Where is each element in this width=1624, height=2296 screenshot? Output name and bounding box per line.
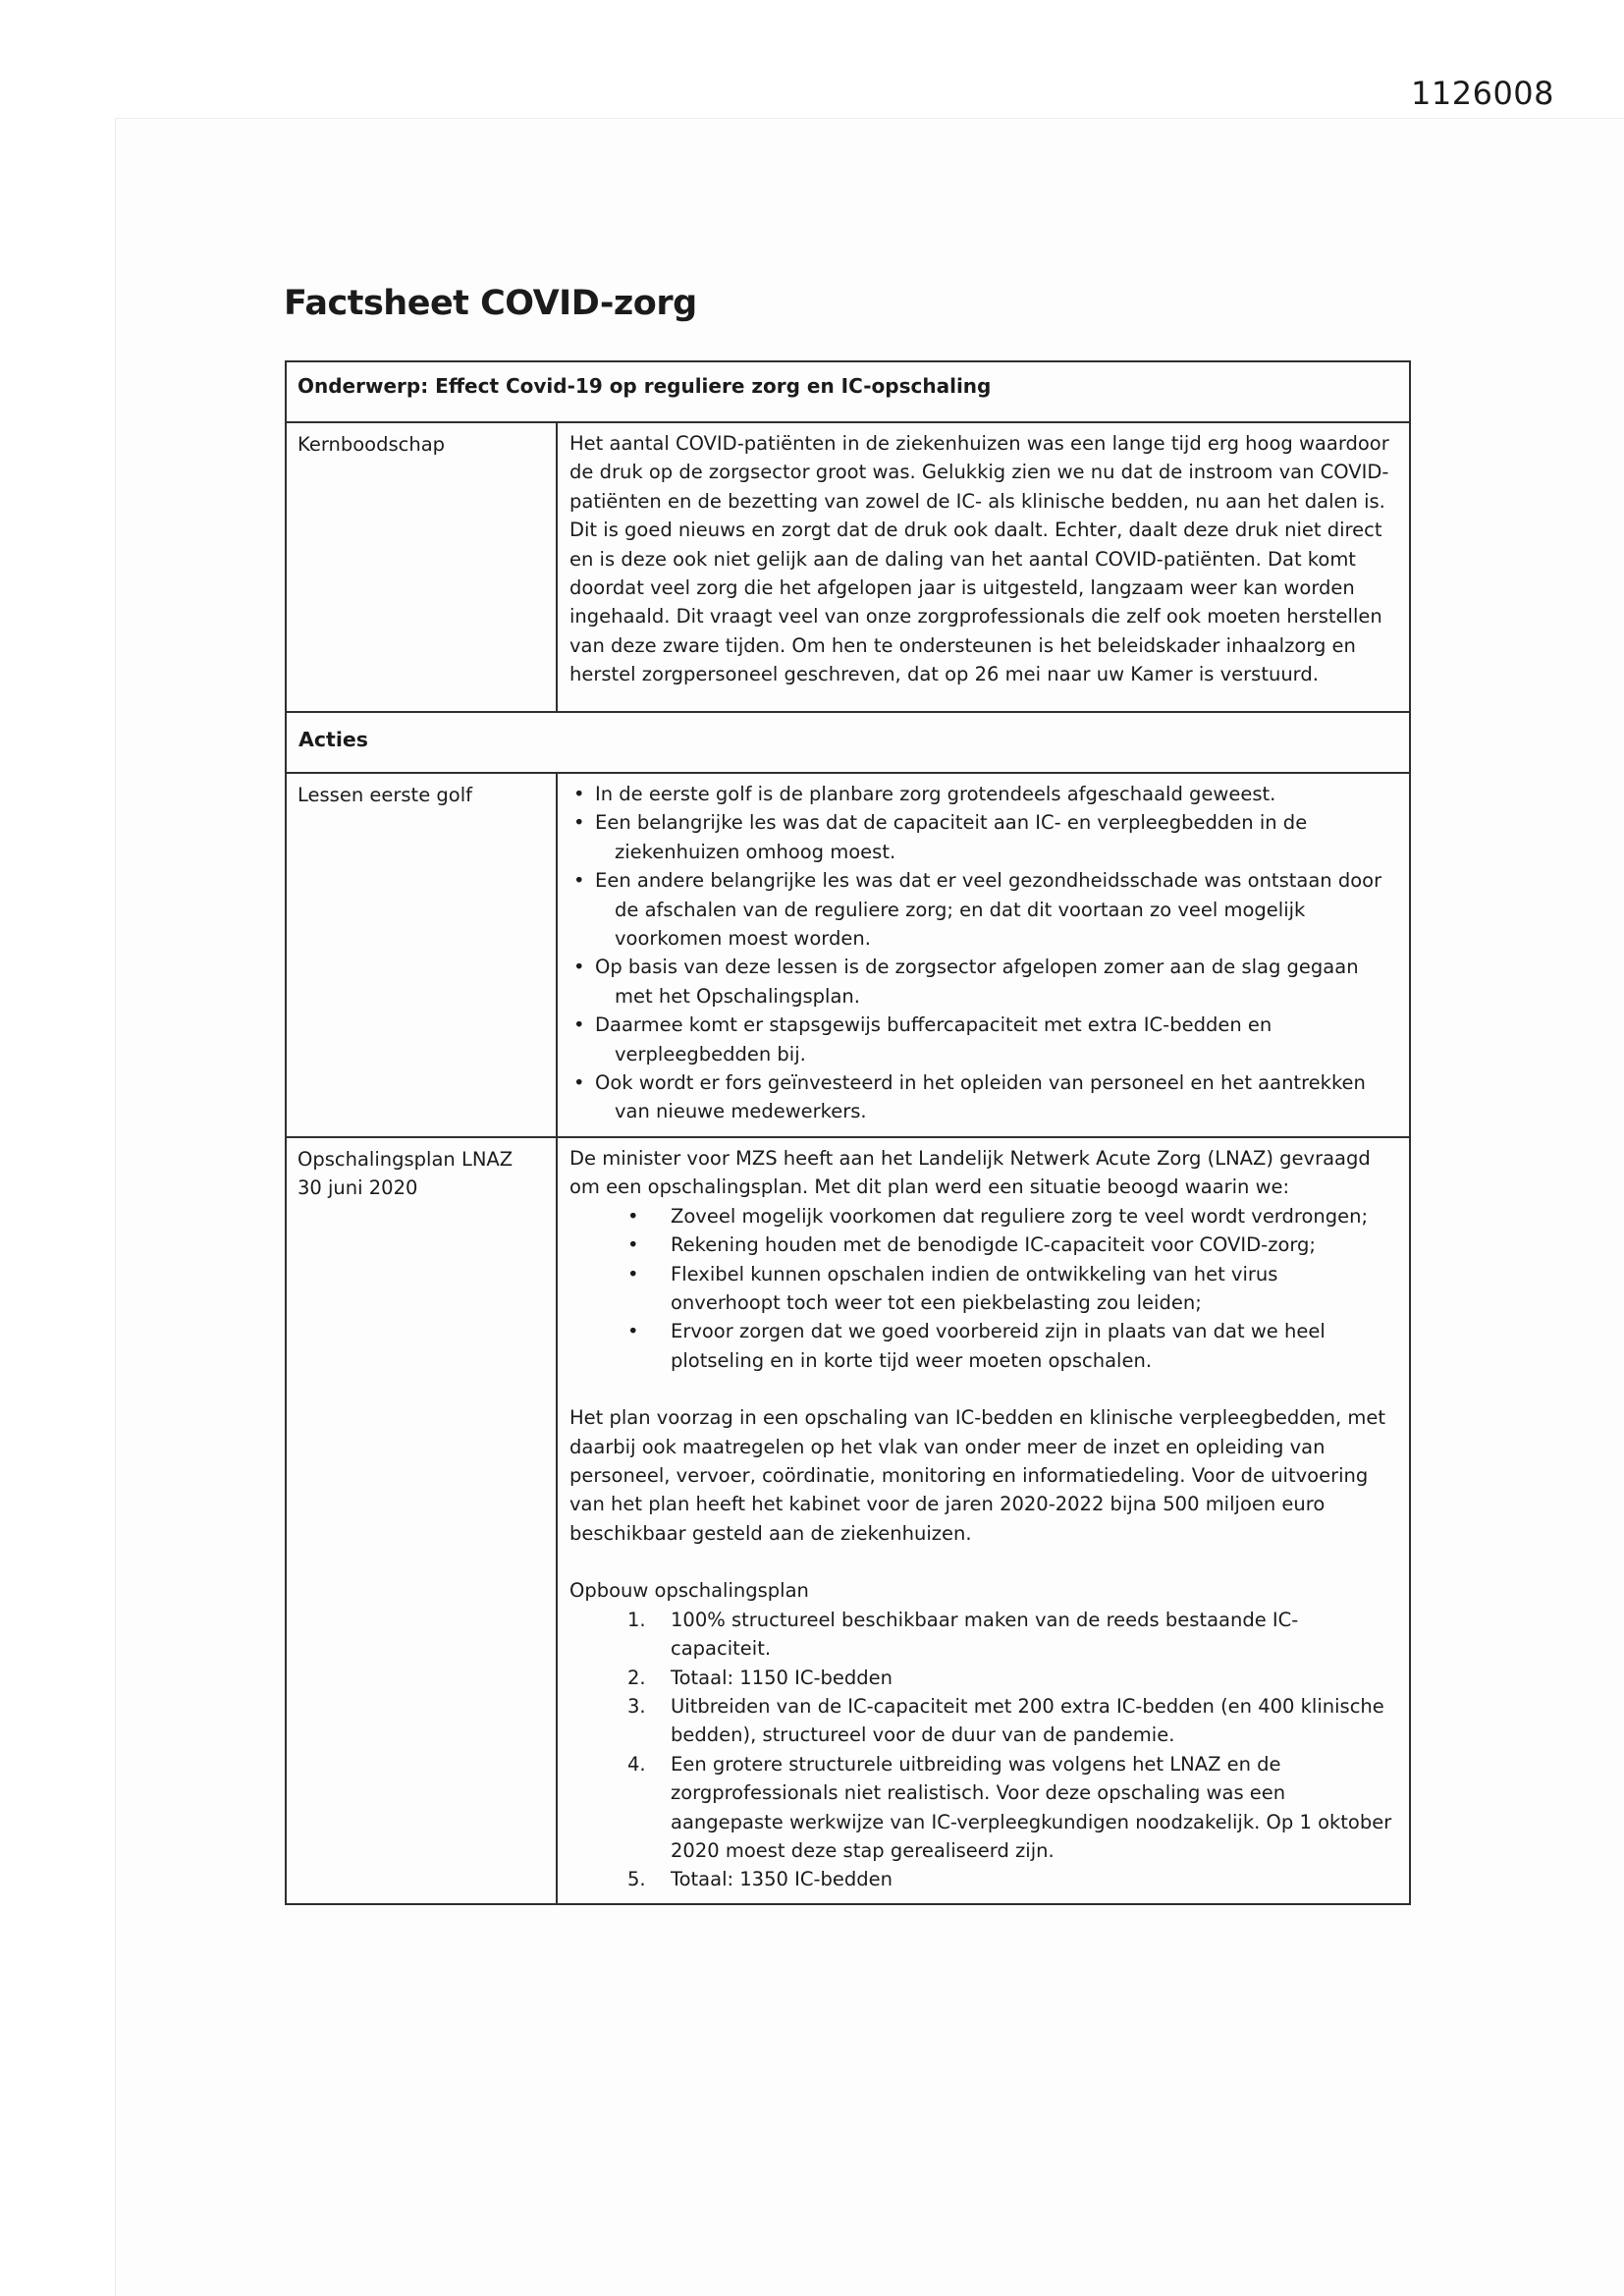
bullet-marker: • — [627, 1233, 639, 1257]
step-text: Een grotere structurele uitbreiding was volgens het LNAZ en de zorgprofessionals niet realistisch. Voor deze opschaling was een aangepaste werkwijze van IC-verpleegkundigen noodzakelijk. Op 1 oktober 2020 moest deze stap gerealiseerd zijn. — [671, 1752, 1392, 1862]
lessen-label: Lessen eerste golf — [298, 784, 472, 806]
step-text: Totaal: 1350 IC-bedden — [671, 1868, 893, 1891]
lessen-bullet-item — [569, 1011, 1393, 1068]
step-text: Totaal: 1150 IC-bedden — [671, 1666, 893, 1689]
lessen-bullet-item — [569, 953, 1393, 1011]
bullet-marker: • — [573, 869, 585, 893]
bullet-marker: • — [573, 783, 585, 805]
onderwerp-header: Onderwerp: Effect Covid-19 op reguliere zorg en IC-opschaling — [298, 374, 992, 398]
acties-section-heading: Acties — [298, 728, 368, 751]
opschalingsplan-paragraph: Het plan voorzag in een opschaling van IC-bedden en klinische verpleegbedden, met daarbij ook maatregelen op het vlak van onder meer de inzet en opleiding van personeel, vervoer, coördinatie, monitoring en informatiedeling. Voor de uitvoering van het plan heeft het kabinet voor de jaren 2020-2022 bijna 500 miljoen euro beschikbaar gesteld aan de ziekenhuizen. — [569, 1406, 1386, 1545]
lessen-bullet-item — [569, 866, 1393, 953]
lessen-content — [556, 774, 1409, 1136]
opschalingsplan-content — [556, 1138, 1409, 1903]
bullet-text: Zoveel mogelijk voorkomen dat reguliere zorg te veel wordt verdrongen; — [671, 1204, 1369, 1228]
goal-bullet-item — [569, 1230, 1393, 1259]
opbouw-step-item — [569, 1750, 1393, 1866]
lessen-bullet-item — [569, 1068, 1393, 1126]
bullet-text: Flexibel kunnen opschalen indien de ontwikkeling van het virus onverhoopt toch weer tot een piekbelasting zou leiden; — [671, 1262, 1278, 1315]
lessen-bullet-item — [569, 780, 1393, 808]
opschalingsplan-label — [287, 1138, 556, 1903]
spacer — [569, 1375, 1393, 1403]
step-number: 1. — [627, 1608, 646, 1631]
opschalingsplan-intro: De minister voor MZS heeft aan het Landelijk Netwerk Acute Zorg (LNAZ) gevraagd om een opschalingsplan. Met dit plan werd een situatie beoogd waarin we: — [569, 1147, 1371, 1199]
table-row-kernboodschap — [287, 421, 1409, 711]
bullet-marker: • — [627, 1204, 639, 1228]
bullet-marker: • — [627, 1262, 639, 1285]
step-text: Uitbreiden van de IC-capaciteit met 200 extra IC-bedden (en 400 klinische bedden), structureel voor de duur van de pandemie. — [671, 1694, 1384, 1747]
opbouw-step-item — [569, 1664, 1393, 1692]
bullet-text: Daarmee komt er stapsgewijs buffercapaciteit met extra IC-bedden en verpleegbedden bij. — [595, 1013, 1272, 1066]
document-number: 1126008 — [1411, 75, 1555, 112]
goal-bullet-item — [569, 1202, 1393, 1230]
kernboodschap-content — [556, 423, 1409, 711]
bullet-text: Ervoor zorgen dat we goed voorbereid zijn in plaats van dat we heel plotseling en in korte tijd weer moeten opschalen. — [671, 1320, 1326, 1372]
opschalingsplan-label-line2: 30 juni 2020 — [298, 1176, 418, 1200]
bullet-marker: • — [627, 1320, 639, 1343]
goal-bullet-item — [569, 1260, 1393, 1318]
page-title: Factsheet COVID-zorg — [284, 284, 697, 323]
bullet-marker: • — [573, 811, 585, 835]
goal-bullet-item — [569, 1317, 1393, 1375]
bullet-text: Ook wordt er fors geïnvesteerd in het opleiden van personeel en het aantrekken van nieuwe medewerkers. — [595, 1071, 1366, 1123]
opbouw-subheading: Opbouw opschalingsplan — [569, 1579, 809, 1603]
table-row-lessen — [287, 772, 1409, 1136]
opbouw-step-item — [569, 1692, 1393, 1750]
step-number: 2. — [627, 1666, 646, 1689]
opbouw-step-item — [569, 1606, 1393, 1664]
kernboodschap-label: Kernboodschap — [298, 433, 446, 456]
opschalingsplan-label-line1: Opschalingsplan LNAZ — [298, 1148, 514, 1171]
bullet-text: Op basis van deze lessen is de zorgsector afgelopen zomer aan de slag gegaan met het Opschalingsplan. — [595, 956, 1359, 1008]
step-number: 5. — [627, 1868, 646, 1891]
bullet-text: In de eerste golf is de planbare zorg grotendeels afgeschaald geweest. — [595, 783, 1276, 805]
bullet-marker: • — [573, 1013, 585, 1037]
step-number: 3. — [627, 1694, 646, 1718]
bullet-text: Een andere belangrijke les was dat er veel gezondheidsschade was ontstaan door de afschalen van de reguliere zorg; en dat dit voortaan zo veel mogelijk voorkomen moest worden. — [595, 869, 1382, 951]
bullet-marker: • — [573, 1071, 585, 1095]
lessen-bullet-item — [569, 808, 1393, 866]
bullet-text: Rekening houden met de benodigde IC-capaciteit voor COVID-zorg; — [671, 1233, 1316, 1257]
table-row-acties — [287, 711, 1409, 772]
kernboodschap-text: Het aantal COVID-patiënten in de ziekenhuizen was een lange tijd erg hoog waardoor de druk op de zorgsector groot was. Gelukkig zien we nu dat de instroom van COVID-patiënten en de bezetting van zowel de IC- als klinische bedden, nu aan het dalen is. Dit is goed nieuws en zorgt dat de druk ook daalt. Echter, daalt deze druk niet direct en is deze ook niet gelijk aan de daling van het aantal COVID-patiënten. Dat komt doordat veel zorg die het afgelopen jaar is uitgesteld, langzaam weer kan worden ingehaald. Dit vraagt veel van onze zorgprofessionals die zelf ook moeten herstellen van deze zware tijden. Om hen te ondersteunen is het beleidskader inhaalzorg en herstel zorgpersoneel geschreven, dat op 26 mei naar uw Kamer is verstuurd. — [569, 432, 1389, 686]
step-number: 4. — [627, 1752, 646, 1776]
table-row-onderwerp — [287, 362, 1409, 421]
factsheet-table — [285, 360, 1411, 1905]
bullet-text: Een belangrijke les was dat de capaciteit aan IC- en verpleegbedden in de ziekenhuizen omhoog moest. — [595, 811, 1308, 863]
table-row-opschalingsplan — [287, 1136, 1409, 1903]
opbouw-step-item — [569, 1865, 1393, 1893]
bullet-marker: • — [573, 956, 585, 979]
spacer — [569, 1548, 1393, 1576]
step-text: 100% structureel beschikbaar maken van de reeds bestaande IC-capaciteit. — [671, 1608, 1299, 1661]
